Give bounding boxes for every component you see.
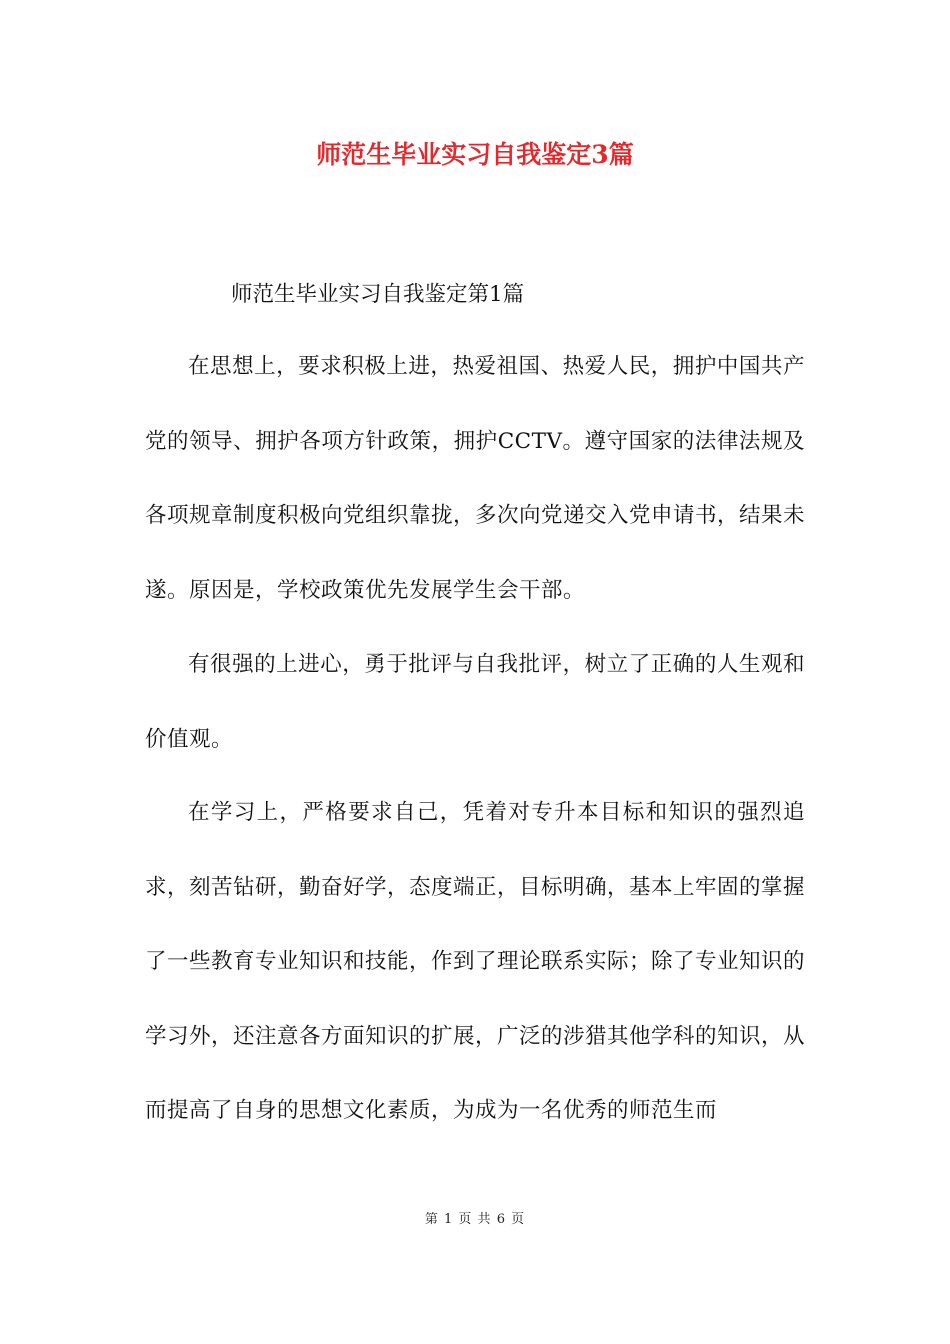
paragraph-1: 在思想上，要求积极上进，热爱祖国、热爱人民，拥护中国共产党的领导、拥护各项方针政策，拥护CCTV。遵守国家的法律法规及各项规章制度积极向党组织靠拢，多次向党递交入党申请书，结果未遂。原因是，学校政策优先发展学生会干部。 — [145, 354, 806, 603]
section-heading: 师范生毕业实习自我鉴定第1篇 — [231, 282, 525, 307]
page-number: 第 1 页 共 6 页 — [424, 1212, 526, 1227]
paragraph-2: 有很强的上进心，勇于批评与自我批评，树立了正确的人生观和价值观。 — [145, 652, 805, 752]
paragraph-3: 在学习上，严格要求自己，凭着对专升本目标和知识的强烈追求，刻苦钻研，勤奋好学，态度端正，目标明确，基本上牢固的掌握了一些教育专业知识和技能，作到了理论联系实际；除了专业知识的学习外，还注意各方面知识的扩展，广泛的涉猎其他学科的知识，从而提高了自身的思想文化素质，为成为一名优秀的师范生而 — [145, 800, 806, 1123]
document-title: 师范生毕业实习自我鉴定3篇 — [316, 140, 634, 169]
